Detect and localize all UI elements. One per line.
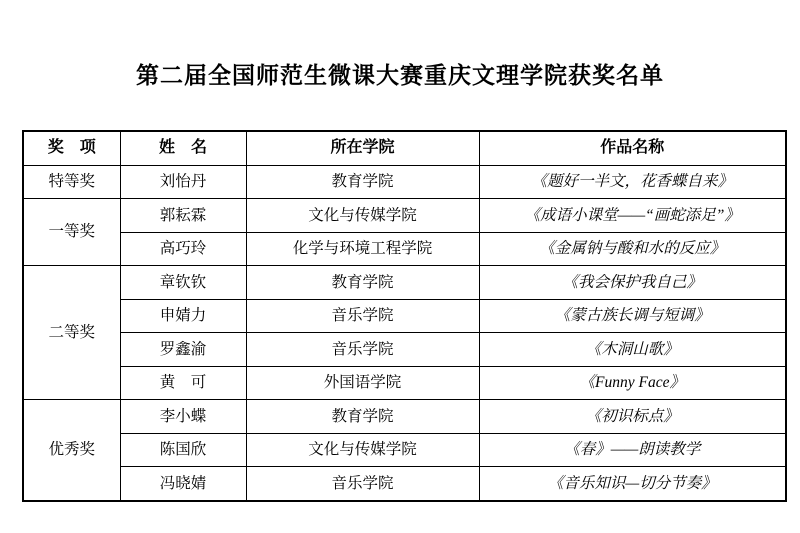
name-cell: 李小蝶 [120,400,246,434]
work-cell: 《音乐知识—切分节奏》 [479,467,786,501]
award-cell: 一等奖 [23,199,120,266]
header-college: 所在学院 [246,131,479,165]
work-cell: 《木洞山歌》 [479,333,786,367]
work-cell: 《我会保护我自己》 [479,266,786,300]
work-cell: 《蒙古族长调与短调》 [479,299,786,333]
header-name: 姓 名 [120,131,246,165]
award-table [22,130,787,502]
name-cell: 高巧玲 [120,232,246,266]
college-cell: 音乐学院 [246,467,479,501]
college-cell: 教育学院 [246,165,479,199]
table-row [23,433,786,467]
work-cell: 《春》——朗读教学 [479,433,786,467]
name-cell: 申婧力 [120,299,246,333]
name-cell: 黄 可 [120,366,246,400]
table-row [23,232,786,266]
work-cell: 《题好一半文，花香蝶自来》 [479,165,786,199]
table-row [23,333,786,367]
table-row [23,165,786,199]
header-award: 奖 项 [23,131,120,165]
award-cell: 优秀奖 [23,400,120,501]
college-cell: 教育学院 [246,400,479,434]
work-cell: 《金属钠与酸和水的反应》 [479,232,786,266]
work-cell: 《Funny Face》 [479,366,786,400]
college-cell: 音乐学院 [246,333,479,367]
college-cell: 教育学院 [246,266,479,300]
table-row [23,400,786,434]
name-cell: 陈国欣 [120,433,246,467]
award-cell: 特等奖 [23,165,120,199]
college-cell: 外国语学院 [246,366,479,400]
college-cell: 文化与传媒学院 [246,433,479,467]
page-title: 第二届全国师范生微课大赛重庆文理学院获奖名单 [136,63,664,88]
name-cell: 刘怡丹 [120,165,246,199]
work-cell: 《初识标点》 [479,400,786,434]
college-cell: 音乐学院 [246,299,479,333]
name-cell: 罗鑫渝 [120,333,246,367]
name-cell: 郭耘霖 [120,199,246,233]
award-cell: 二等奖 [23,266,120,400]
table-row [23,467,786,501]
table-row [23,266,786,300]
table-row [23,366,786,400]
name-cell: 冯晓婧 [120,467,246,501]
header-work: 作品名称 [479,131,786,165]
name-cell: 章钦钦 [120,266,246,300]
college-cell: 文化与传媒学院 [246,199,479,233]
table-row [23,199,786,233]
work-cell: 《成语小课堂——“画蛇添足”》 [479,199,786,233]
header-row [23,131,786,165]
college-cell: 化学与环境工程学院 [246,232,479,266]
table-row [23,299,786,333]
